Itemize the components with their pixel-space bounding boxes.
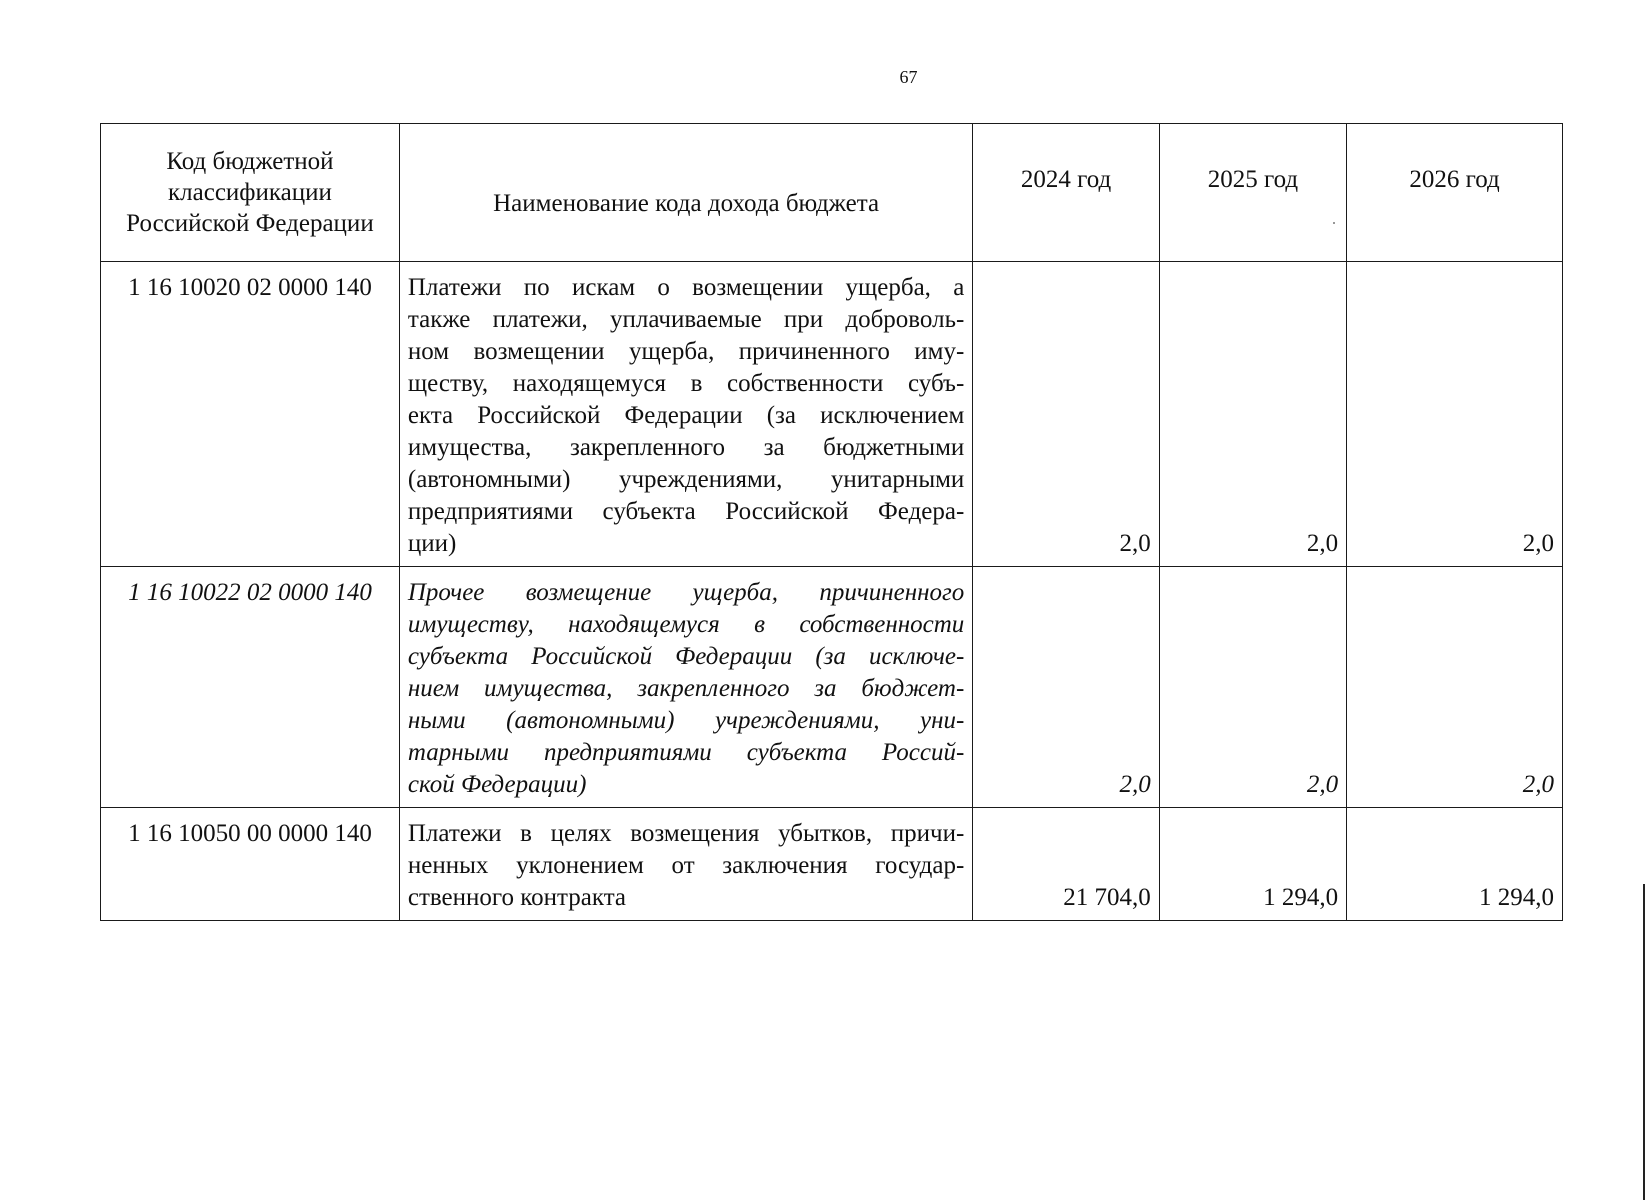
name-line: имуществу, находящемуся в собственности [407,611,965,638]
value-2026: 2,0 [1347,262,1563,567]
value-2025: 2,0 [1159,567,1346,808]
name-line: также платежи, уплачиваемые при доброволь- [407,306,965,333]
header-budget-code [101,124,400,262]
value-2025: 1 294,0 [1159,808,1346,921]
name-line: ном возмещении ущерба, причиненного иму- [407,338,965,365]
name-line: (автономными) учреждениями, унитарными [407,466,965,493]
value-2024: 2,0 [973,262,1159,567]
name-line: ственного контракта [407,884,627,911]
table-header-row [101,124,1563,262]
value-2025: 2,0 [1159,262,1346,567]
name-line: ществу, находящемуся в собственности субъ- [407,370,965,397]
name-line: ской Федерации) [407,771,587,798]
table-row [101,262,1563,567]
header-revenue-name: Наименование кода дохода бюджета [399,124,972,262]
header-code-line: Код бюджетной [166,148,334,175]
row-revenue-name [399,262,972,567]
name-line: нием имущества, закрепленного за бюджет- [407,675,965,702]
table-row [101,567,1563,808]
header-code-line: Российской Федерации [126,210,374,237]
name-line: ными (автономными) учреждениями, уни- [407,707,965,734]
scan-speck [1333,222,1335,224]
row-revenue-name [399,808,972,921]
row-budget-code: 1 16 10020 02 0000 140 [101,262,400,567]
header-year-2026: 2026 год [1347,124,1563,262]
name-line: Платежи в целях возмещения убытков, причи- [407,820,965,847]
name-line: екта Российской Федерации (за исключением [407,402,965,429]
name-line: ции) [407,530,457,557]
row-budget-code: 1 16 10050 00 0000 140 [101,808,400,921]
name-line: Прочее возмещение ущерба, причиненного [407,579,965,606]
row-revenue-name [399,567,972,808]
name-line: предприятиями субъекта Российской Федера- [407,498,965,525]
name-line: ненных уклонением от заключения государ- [407,852,965,879]
row-budget-code: 1 16 10022 02 0000 140 [101,567,400,808]
budget-revenue-table [100,123,1563,921]
table-row [101,808,1563,921]
header-code-line: классификации [168,179,332,206]
name-line: имущества, закрепленного за бюджетными [407,434,965,461]
scan-edge-line [1643,884,1645,1200]
name-line: Платежи по искам о возмещении ущерба, а [407,274,965,301]
value-2024: 21 704,0 [973,808,1159,921]
header-year-2024: 2024 год [973,124,1159,262]
name-line: тарными предприятиями субъекта Россий- [407,739,965,766]
value-2026: 1 294,0 [1347,808,1563,921]
page-number: 67 [899,67,918,87]
header-year-2025: 2025 год [1159,124,1346,262]
name-line: субъекта Российской Федерации (за исключе- [407,643,965,670]
value-2024: 2,0 [973,567,1159,808]
value-2026: 2,0 [1347,567,1563,808]
